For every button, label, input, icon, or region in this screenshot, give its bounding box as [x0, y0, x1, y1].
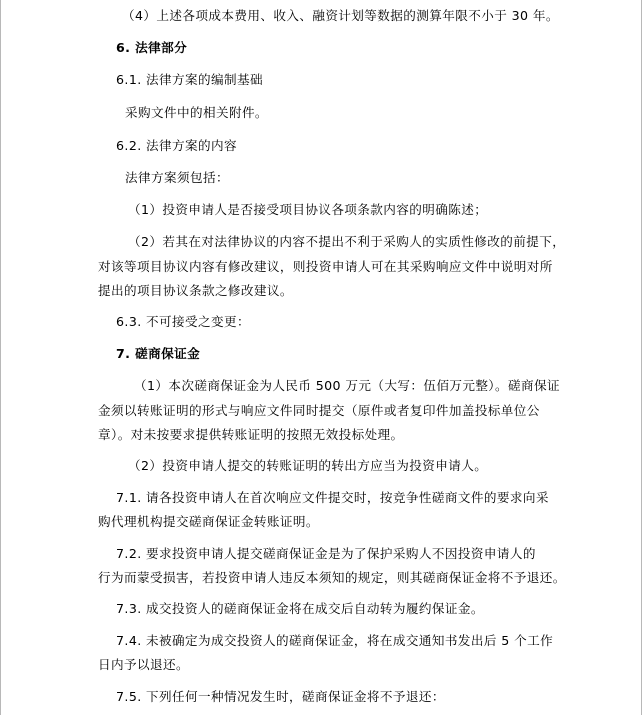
section-6-1-text: 采购文件中的相关附件。 — [125, 105, 268, 120]
section-7-heading: 7. 磋商保证金 — [116, 346, 201, 361]
section-7-2-line1: 7.2. 要求投资申请人提交磋商保证金是为了保护采购人不因投资申请人的 — [116, 546, 536, 561]
section-6-2-item2-line2: 对该等项目协议内容有修改建议，则投资申请人可在其采购响应文件中说明对所 — [98, 259, 553, 274]
section-7-2-line2: 行为而蒙受损害，若投资申请人违反本须知的规定，则其磋商保证金将不予退还。 — [98, 570, 566, 585]
section-6-2-item1: （1）投资申请人是否接受项目协议各项条款内容的明确陈述； — [128, 202, 488, 217]
section-6-3: 6.3. 不可接受之变更： — [116, 314, 250, 329]
section-7-item2: （2）投资申请人提交的转账证明的转出方应当为投资申请人。 — [128, 458, 488, 473]
section-6-1-heading: 6.1. 法律方案的编制基础 — [116, 72, 263, 87]
section-7-item1-line2: 金须以转账证明的形式与响应文件同时提交（原件或者复印件加盖投标单位公 — [98, 403, 540, 418]
page-left-border — [0, 0, 1, 715]
section-7-4-line1: 7.4. 未被确定为成交投资人的磋商保证金，将在成交通知书发出后 5 个工作 — [116, 633, 554, 648]
section-6-heading: 6. 法律部分 — [116, 40, 188, 55]
section-7-1-line1: 7.1. 请各投资申请人在首次响应文件提交时，按竞争性磋商文件的要求向采 — [116, 490, 549, 505]
section-6-2-item2-line3: 提出的项目协议条款之修改建议。 — [98, 283, 293, 298]
section-7-item1-line3: 章）。对未按要求提供转账证明的按照无效投标处理。 — [98, 427, 404, 442]
section-6-2-heading: 6.2. 法律方案的内容 — [116, 138, 237, 153]
section-7-item1-line1: （1）本次磋商保证金为人民币 500 万元（大写：伍佰万元整）。磋商保证 — [134, 378, 560, 393]
section-7-5: 7.5. 下列任何一种情况发生时，磋商保证金将不予退还： — [116, 689, 445, 704]
section-6-2-intro: 法律方案须包括： — [125, 170, 229, 185]
section-7-1-line2: 购代理机构提交磋商保证金转账证明。 — [98, 514, 319, 529]
section-7-3: 7.3. 成交投资人的磋商保证金将在成交后自动转为履约保证金。 — [116, 601, 484, 616]
section-6-2-item2-line1: （2）若其在对法律协议的内容不提出不利于采购人的实质性修改的前提下， — [128, 234, 566, 249]
section-7-4-line2: 日内予以退还。 — [98, 657, 189, 672]
item-4-cost-years: （4）上述各项成本费用、收入、融资计划等数据的测算年限不小于 30 年。 — [122, 8, 559, 23]
